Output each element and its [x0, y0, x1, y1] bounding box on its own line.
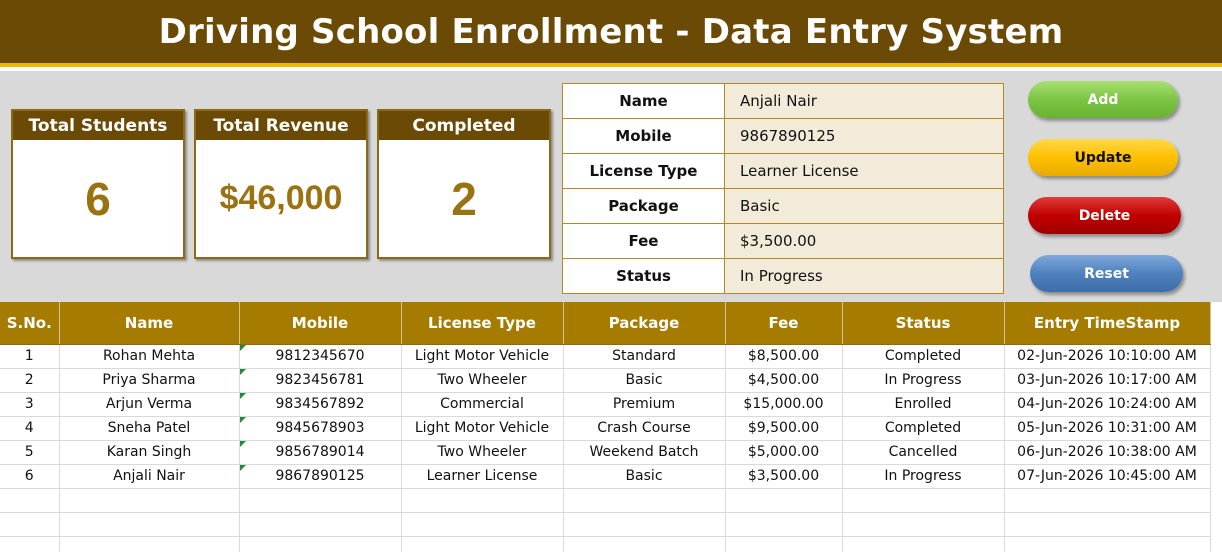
cell-fee[interactable]: $5,000.00 [725, 440, 842, 464]
fee-field[interactable]: $3,500.00 [725, 224, 1004, 259]
cell-mobile[interactable]: 9856789014 [239, 440, 401, 464]
cell-name[interactable]: Sneha Patel [59, 416, 239, 440]
fee-label: Fee [563, 224, 725, 259]
package-label: Package [563, 189, 725, 224]
page-title: Driving School Enrollment - Data Entry System [158, 11, 1064, 52]
header-fee: Fee [725, 302, 842, 344]
card-label: Total Students [13, 111, 183, 140]
cell-license-type[interactable]: Light Motor Vehicle [401, 344, 563, 368]
cell-name[interactable]: Priya Sharma [59, 368, 239, 392]
cell-license-type[interactable]: Learner License [401, 464, 563, 488]
cell-mobile[interactable]: 9834567892 [239, 392, 401, 416]
empty-cell[interactable] [563, 512, 725, 536]
header-mobile: Mobile [239, 302, 401, 344]
cell-sno[interactable]: 5 [0, 440, 59, 464]
total-revenue-card [194, 109, 368, 259]
empty-cell[interactable] [842, 488, 1004, 512]
name-label: Name [563, 84, 725, 119]
table-row[interactable] [0, 464, 1210, 488]
package-field[interactable]: Basic [725, 189, 1004, 224]
table-row[interactable] [0, 344, 1210, 368]
enrollment-table [0, 302, 1211, 552]
cell-name[interactable]: Karan Singh [59, 440, 239, 464]
card-value: 6 [85, 172, 111, 225]
delete-button[interactable]: Delete [1028, 197, 1181, 234]
cell-sno[interactable]: 1 [0, 344, 59, 368]
cell-timestamp[interactable]: 07-Jun-2026 10:45:00 AM [1004, 464, 1210, 488]
cell-status[interactable]: Completed [842, 416, 1004, 440]
form-row-license [563, 154, 1004, 189]
cell-mobile[interactable]: 9812345670 [239, 344, 401, 368]
cell-package[interactable]: Standard [563, 344, 725, 368]
header-timestamp: Entry TimeStamp [1004, 302, 1210, 344]
total-students-card [11, 109, 185, 259]
empty-cell[interactable] [842, 512, 1004, 536]
form-row-name [563, 84, 1004, 119]
empty-cell[interactable] [401, 536, 563, 552]
cell-sno[interactable]: 4 [0, 416, 59, 440]
form-row-mobile [563, 119, 1004, 154]
empty-cell[interactable] [725, 512, 842, 536]
cell-package[interactable]: Premium [563, 392, 725, 416]
add-button[interactable]: Add [1028, 81, 1178, 118]
cell-timestamp[interactable]: 05-Jun-2026 10:31:00 AM [1004, 416, 1210, 440]
name-field[interactable]: Anjali Nair [725, 84, 1004, 119]
empty-cell[interactable] [1004, 536, 1210, 552]
empty-cell[interactable] [1004, 488, 1210, 512]
cell-status[interactable]: Cancelled [842, 440, 1004, 464]
cell-package[interactable]: Weekend Batch [563, 440, 725, 464]
cell-mobile[interactable]: 9867890125 [239, 464, 401, 488]
empty-row[interactable] [0, 536, 1210, 552]
empty-cell[interactable] [563, 536, 725, 552]
cell-fee[interactable]: $15,000.00 [725, 392, 842, 416]
license-type-field[interactable]: Learner License [725, 154, 1004, 189]
header-sno: S.No. [0, 302, 59, 344]
cell-mobile[interactable]: 9823456781 [239, 368, 401, 392]
license-type-label: License Type [563, 154, 725, 189]
empty-cell[interactable] [59, 488, 239, 512]
mobile-label: Mobile [563, 119, 725, 154]
cell-name[interactable]: Rohan Mehta [59, 344, 239, 368]
empty-cell[interactable] [0, 512, 59, 536]
cell-fee[interactable]: $3,500.00 [725, 464, 842, 488]
card-value: 2 [451, 172, 477, 225]
empty-cell[interactable] [239, 536, 401, 552]
cell-sno[interactable]: 3 [0, 392, 59, 416]
table-row[interactable] [0, 368, 1210, 392]
empty-cell[interactable] [0, 536, 59, 552]
empty-row[interactable] [0, 512, 1210, 536]
table-header-row [0, 302, 1210, 344]
empty-row[interactable] [0, 488, 1210, 512]
cell-package[interactable]: Basic [563, 368, 725, 392]
entry-form [562, 83, 1004, 294]
cell-mobile[interactable]: 9845678903 [239, 416, 401, 440]
completed-card [377, 109, 551, 259]
empty-cell[interactable] [59, 512, 239, 536]
empty-cell[interactable] [725, 488, 842, 512]
cell-status[interactable]: Completed [842, 344, 1004, 368]
header-package: Package [563, 302, 725, 344]
table-row[interactable] [0, 440, 1210, 464]
table-row[interactable] [0, 392, 1210, 416]
empty-cell[interactable] [1004, 512, 1210, 536]
card-value: $46,000 [219, 179, 343, 217]
cell-fee[interactable]: $4,500.00 [725, 368, 842, 392]
cell-license-type[interactable]: Two Wheeler [401, 368, 563, 392]
cell-package[interactable]: Basic [563, 464, 725, 488]
cell-timestamp[interactable]: 03-Jun-2026 10:17:00 AM [1004, 368, 1210, 392]
empty-cell[interactable] [563, 488, 725, 512]
reset-button[interactable]: Reset [1030, 255, 1183, 292]
card-label: Total Revenue [196, 111, 366, 140]
card-label: Completed [379, 111, 549, 140]
empty-cell[interactable] [725, 536, 842, 552]
status-label: Status [563, 259, 725, 294]
cell-status[interactable]: In Progress [842, 368, 1004, 392]
empty-cell[interactable] [401, 512, 563, 536]
cell-license-type[interactable]: Commercial [401, 392, 563, 416]
status-field[interactable]: In Progress [725, 259, 1004, 294]
empty-cell[interactable] [59, 536, 239, 552]
cell-sno[interactable]: 6 [0, 464, 59, 488]
header-license-type: License Type [401, 302, 563, 344]
cell-sno[interactable]: 2 [0, 368, 59, 392]
cell-license-type[interactable]: Light Motor Vehicle [401, 416, 563, 440]
empty-cell[interactable] [401, 488, 563, 512]
cell-fee[interactable]: $9,500.00 [725, 416, 842, 440]
cell-status[interactable]: In Progress [842, 464, 1004, 488]
cell-timestamp[interactable]: 04-Jun-2026 10:24:00 AM [1004, 392, 1210, 416]
cell-package[interactable]: Crash Course [563, 416, 725, 440]
form-row-status [563, 259, 1004, 294]
cell-timestamp[interactable]: 02-Jun-2026 10:10:00 AM [1004, 344, 1210, 368]
table-row[interactable] [0, 416, 1210, 440]
cell-name[interactable]: Arjun Verma [59, 392, 239, 416]
cell-status[interactable]: Enrolled [842, 392, 1004, 416]
table-body [0, 344, 1210, 552]
cell-name[interactable]: Anjali Nair [59, 464, 239, 488]
update-button[interactable]: Update [1028, 139, 1178, 176]
header-status: Status [842, 302, 1004, 344]
empty-cell[interactable] [842, 536, 1004, 552]
empty-cell[interactable] [239, 488, 401, 512]
mobile-field[interactable]: 9867890125 [725, 119, 1004, 154]
cell-fee[interactable]: $8,500.00 [725, 344, 842, 368]
form-row-package [563, 189, 1004, 224]
empty-cell[interactable] [0, 488, 59, 512]
cell-timestamp[interactable]: 06-Jun-2026 10:38:00 AM [1004, 440, 1210, 464]
header-name: Name [59, 302, 239, 344]
cell-license-type[interactable]: Two Wheeler [401, 440, 563, 464]
form-row-fee [563, 224, 1004, 259]
empty-cell[interactable] [239, 512, 401, 536]
title-bar [0, 0, 1222, 67]
